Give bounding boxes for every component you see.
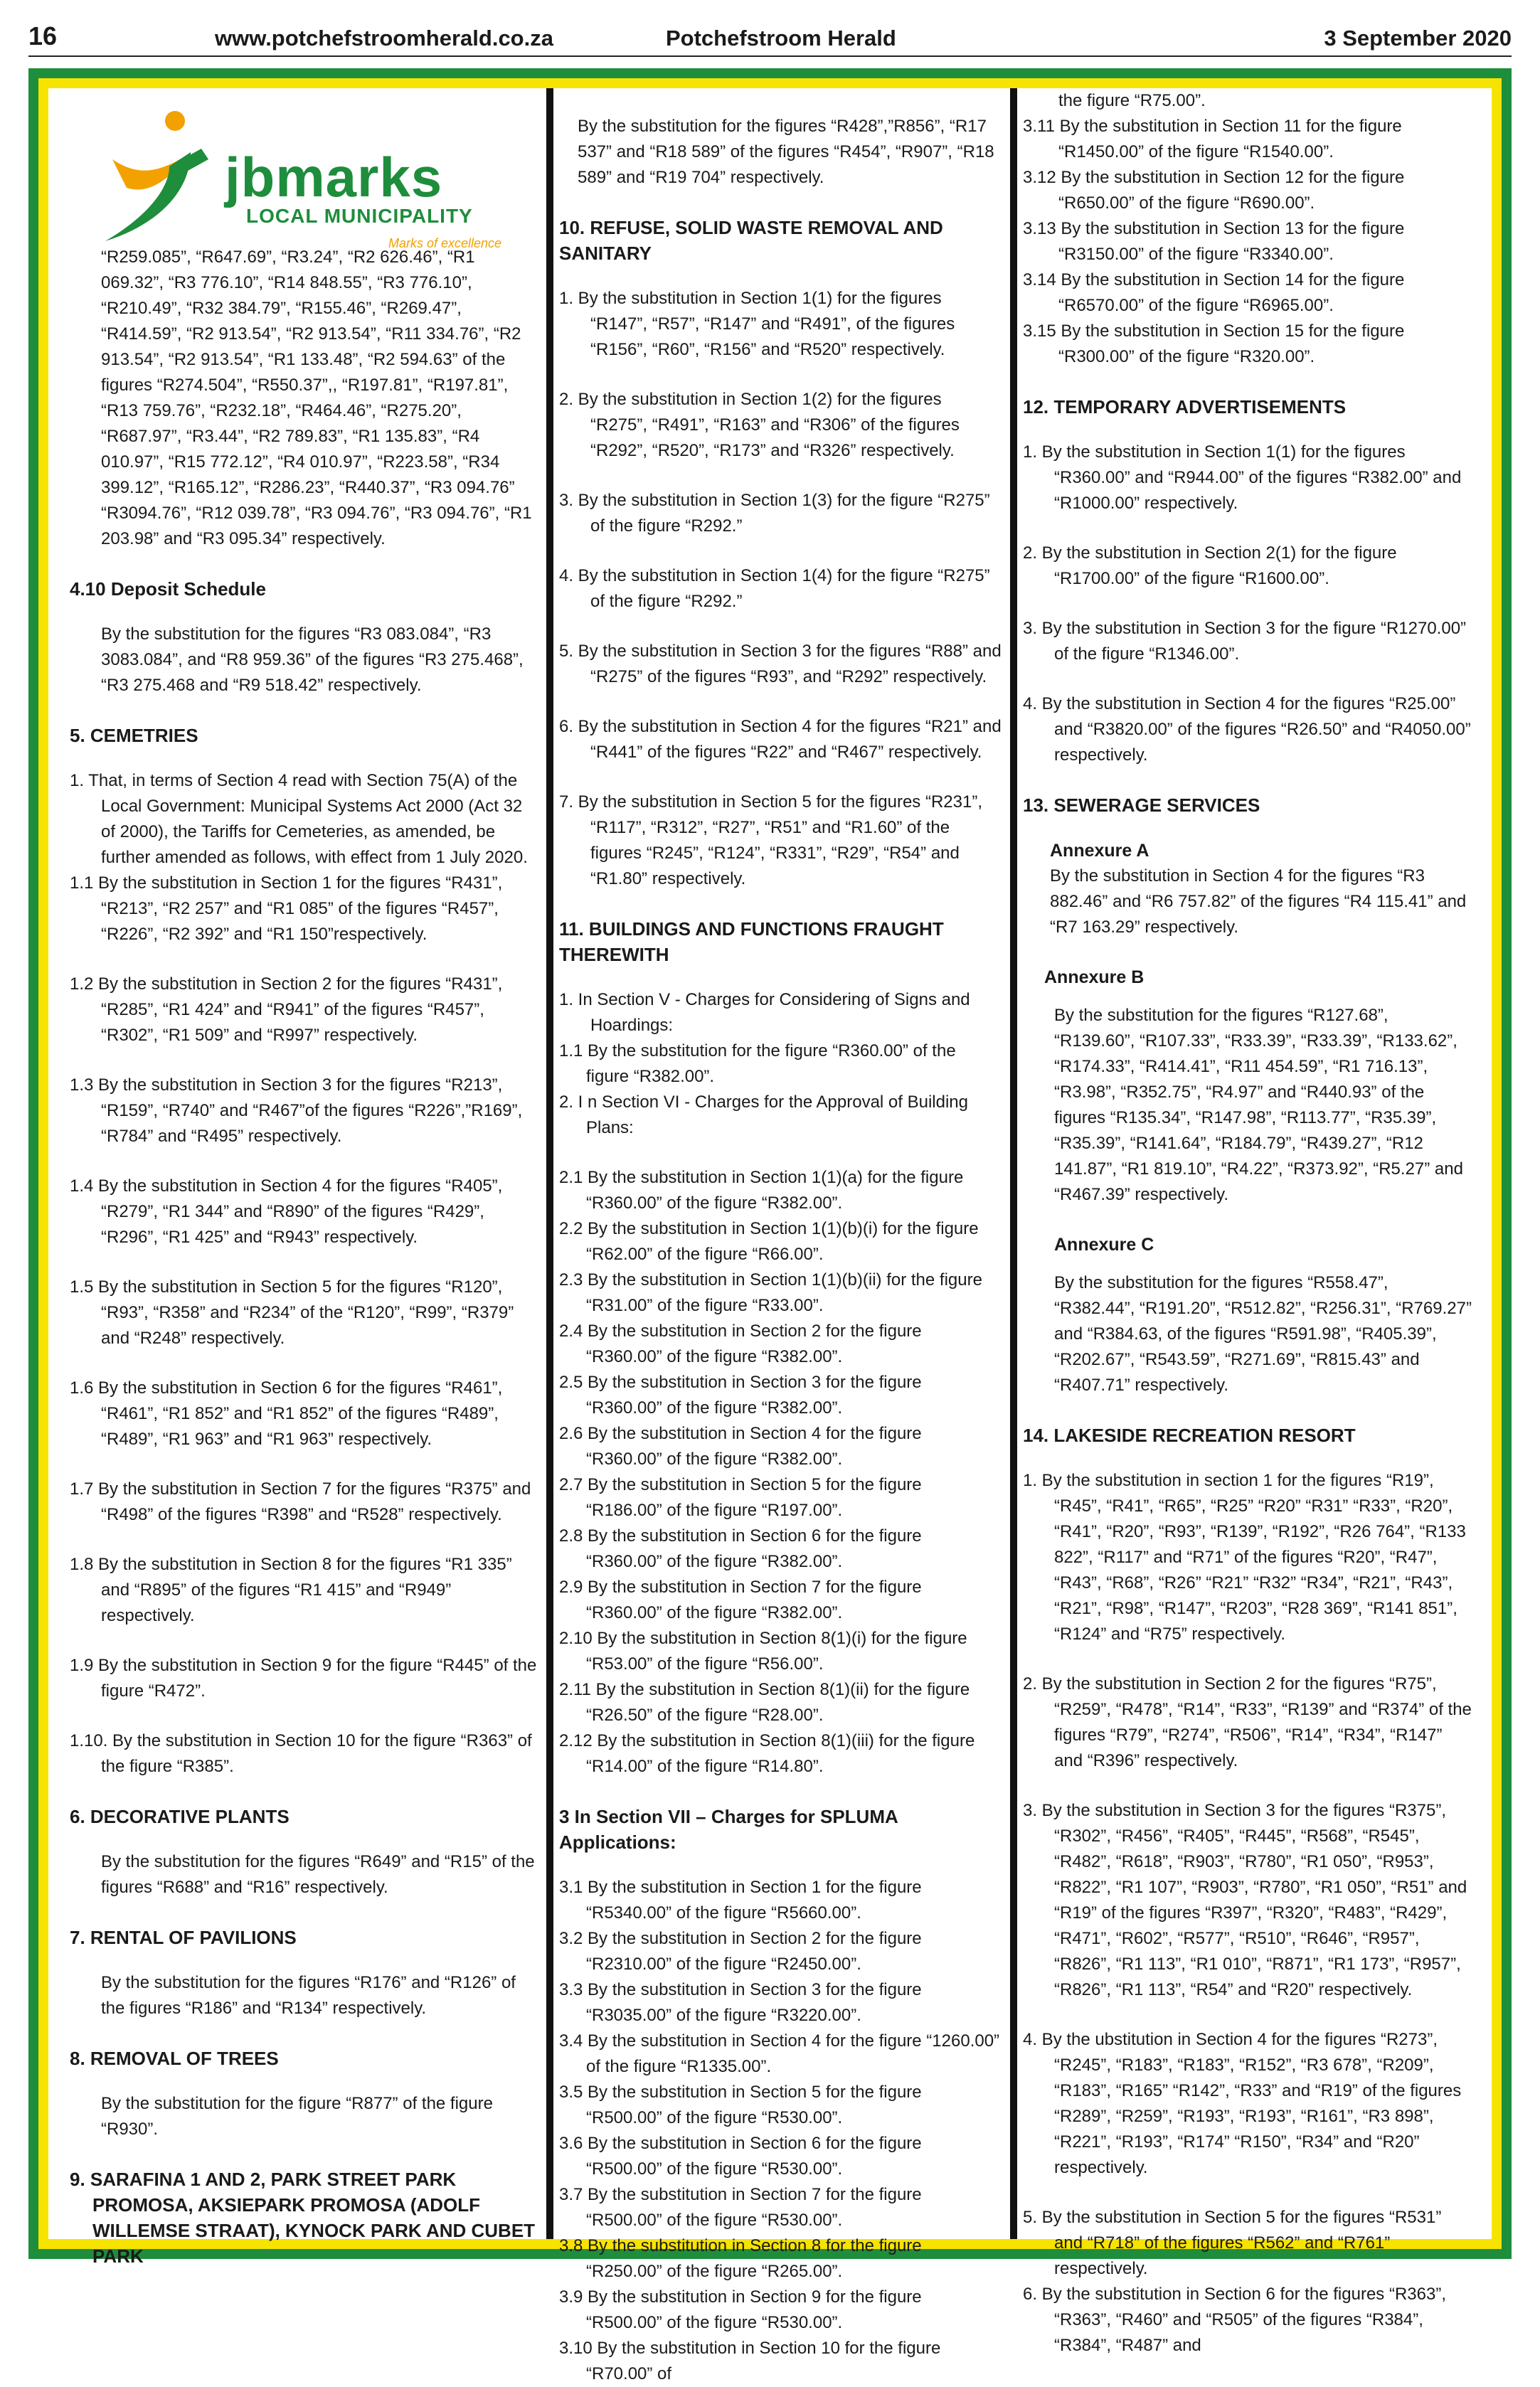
list-item: 3.8 By the substitution in Section 8 for the figure “R250.00” of the figure “R265.00”. (559, 2236, 922, 2281)
column-2 (559, 88, 1002, 2383)
list-item: 2.10 By the substitution in Section 8(1)(i) for the figure “R53.00” of the figure “R56.00”. (559, 1629, 967, 1674)
list-item: 2.3 By the substitution in Section 1(1)(b)(ii) for the figure “R31.00” of the figure “R33.00”. (559, 1270, 982, 1315)
logo-wordmark: jbmarks (225, 146, 443, 208)
list-item: 1.10. By the substitution in Section 10 for the figure “R363” of the figure “R385”. (70, 1731, 532, 1776)
list-item: 6. By the substitution in Section 4 for the figures “R21” and “R441” of the figures “R22” and “R467” respectively. (559, 717, 1002, 762)
list-item: 7. By the substitution in Section 5 for the figures “R231”, “R117”, “R312”, “R27”, “R51” and “R1.60” of the figures “R245”, “R124”, “R331”, “R29”, “R54” and “R1.80” respectively. (559, 792, 982, 888)
list-item: 2. I n Section VI - Charges for the Approval of Building Plans: (559, 1093, 968, 1137)
list-item: 1.3 By the substitution in Section 3 for the figures “R213”, “R159”, “R740” and “R467”of the figures “R226”,”R169”, “R784” and “R495” respectively. (70, 1075, 523, 1146)
column-divider (546, 88, 553, 2239)
paragraph: “R259.085”, “R647.69”, “R3.24”, “R2 626.46”, “R1 069.32”, “R3 776.10”, “R14 848.55”, “R3 776.10”, “R210.49”, “R32 384.79”, “R155.46”, “R269.47”, “R414.59”, “R2 913.54”, “R2 913.54”, “R11 334.76”, “R2 913.54”, “R2 913.54”, “R1 133.48”, “R2 594.63” of the figures “R274.504”, “R550.37”,, “R197.81”, “R197.81”, “R13 759.76”, “R232.18”, “R464.46”, “R275.20”, “R687.97”, “R3.44”, “R2 789.83”, “R1 135.83”, “R4 010.97”, “R15 772.12”, “R4 010.97”, “R223.58”, “R34 399.12”, “R165.12”, “R286.23”, “R440.37”, “R3 094.76” “R3094.76”, “R12 039.78”, “R3 094.76”, “R3 094.76”, “R1 203.98” and “R3 095.34” respectively. (101, 248, 532, 548)
advert-frame (28, 68, 1512, 2383)
list-item: 2.9 By the substitution in Section 7 for the figure “R360.00” of the figure “R382.00”. (559, 1578, 922, 1622)
list-item: 5. By the substitution in Section 3 for the figures “R88” and “R275” of the figures “R93”, and “R292” respectively. (559, 642, 1002, 686)
section-heading: 4.10 Deposit Schedule (70, 578, 266, 600)
list-item: 2.11 By the substitution in Section 8(1)(ii) for the figure “R26.50” of the figure “R28.00”. (559, 1680, 970, 1725)
list-item: 3. By the substitution in Section 3 for the figure “R1270.00” of the figure “R1346.00”. (1023, 619, 1467, 664)
section-heading: 12. TEMPORARY ADVERTISEMENTS (1023, 396, 1347, 418)
list-item: 3.3 By the substitution in Section 3 for the figure “R3035.00” of the figure “R3220.00”. (559, 1980, 922, 2025)
list-item: 3.12 By the substitution in Section 12 for the figure “R650.00” of the figure “R690.00”. (1023, 168, 1405, 213)
paragraph: By the substitution for the figures “R428”,”R856”, “R17 537” and “R18 589” of the figures “R454”, “R907”, “R18 589” and “R19 704” respectively. (578, 117, 994, 187)
paragraph: By the substitution for the figures “R649” and “R15” of the figures “R688” and “R16” respectively. (101, 1852, 535, 1897)
list-item: the figure “R75.00”. (1058, 91, 1206, 110)
list-item: 2.4 By the substitution in Section 2 for the figure “R360.00” of the figure “R382.00”. (559, 1322, 922, 1366)
runner-logo-icon (84, 110, 226, 245)
list-item: 3.9 By the substitution in Section 9 for the figure “R500.00” of the figure “R530.00”. (559, 2287, 922, 2332)
list-item: 3.13 By the substitution in Section 13 for the figure “R3150.00” of the figure “R3340.00”. (1023, 219, 1405, 264)
logo-tagline: Marks of excellence (388, 236, 502, 250)
list-item: 3.15 By the substitution in Section 15 for the figure “R300.00” of the figure “R320.00”. (1023, 321, 1405, 366)
list-item: 2.7 By the substitution in Section 5 for the figure “R186.00” of the figure “R197.00”. (559, 1475, 922, 1520)
annexure-heading: Annexure B (1044, 967, 1145, 987)
list-item: 1. By the substitution in Section 1(1) for the figures “R360.00” and “R944.00” of the figures “R382.00” and “R1000.00” respectively. (1023, 442, 1462, 513)
list-item: 2. By the substitution in Section 2 for the figures “R75”, “R259”, “R478”, “R14”, “R33”, “R139” and “R374” of the figures “R79”, “R274”, “R506”, “R14”, “R34”, “R147” and “R396” respectively. (1023, 1674, 1472, 1770)
list-item: 1. In Section V - Charges for Considering of Signs and Hoardings: (559, 990, 970, 1035)
column-3 (1023, 88, 1472, 2355)
list-item: 3. By the substitution in Section 3 for the figures “R375”, “R302”, “R456”, “R405”, “R445”, “R568”, “R545”, “R482”, “R618”, “R903”, “R780”, “R1 050”, “R953”, “R822”, “R1 107”, “R903”, “R780”, “R1 050”, “R51” and “R19” of the figures “R397”, “R320”, “R483”, “R429”, “R471”, “R602”, “R577”, “R510”, “R646”, “R957”, “R826”, “R1 113”, “R1 010”, “R871”, “R1 173”, “R957”, “R826”, “R1 113”, “R54” and “R20” respectively. (1023, 1801, 1467, 1999)
column-divider (1010, 88, 1017, 2239)
list-item: 1.9 By the substitution in Section 9 for the figure “R445” of the figure “R472”. (70, 1656, 537, 1701)
list-item: 2.1 By the substitution in Section 1(1)(a) for the figure “R360.00” of the figure “R382.00”. (559, 1168, 964, 1213)
list-item: 1.8 By the substitution in Section 8 for the figures “R1 335” and “R895” of the figures “R1 415” and “R949” respectively. (70, 1555, 512, 1625)
list-item: 6. By the substitution in Section 6 for the figures “R363”, “R363”, “R460” and “R505” of the figures “R384”, “R384”, “R487” and (1023, 2285, 1446, 2355)
list-item: 2. By the substitution in Section 1(2) for the figures “R275”, “R491”, “R163” and “R306” of the figures “R292”, “R520”, “R173” and “R326” respectively. (559, 390, 960, 460)
column-1 (70, 88, 539, 2267)
section-heading: 14. LAKESIDE RECREATION RESORT (1023, 1425, 1356, 1446)
paragraph: By the substitution for the figures “R558.47”, “R382.44”, “R191.20”, “R512.82”, “R256.31”, “R769.27” and “R384.63, of the figures “R591.98”, “R405.39”, “R202.67”, “R543.59”, “R271.69”, “R815.43” and “R407.71” respectively. (1054, 1273, 1472, 1395)
paragraph: By the substitution in Section 4 for the figures “R3 882.46” and “R6 757.82” of the figures “R4 115.41” and “R7 163.29” respectively. (1050, 866, 1467, 937)
list-item: 1. By the substitution in Section 1(1) for the figures “R147”, “R57”, “R147” and “R491”, of the figures “R156”, “R60”, “R156” and “R520” respectively. (559, 289, 955, 359)
paragraph: By the substitution for the figures “R176” and “R126” of the figures “R186” and “R134” respectively. (101, 1973, 516, 2018)
list-item: 2.2 By the substitution in Section 1(1)(b)(i) for the figure “R62.00” of the figure “R66.00”. (559, 1219, 979, 1264)
list-item: 2. By the substitution in Section 2(1) for the figure “R1700.00” of the figure “R1600.00”. (1023, 543, 1397, 588)
municipality-logo (70, 110, 539, 250)
list-item: 4. By the substitution in Section 4 for the figures “R25.00” and “R3820.00” of the figures “R26.50” and “R4050.00” respectively. (1023, 694, 1471, 765)
list-item: 3.5 By the substitution in Section 5 for the figure “R500.00” of the figure “R530.00”. (559, 2083, 922, 2127)
list-item: 1.2 By the substitution in Section 2 for the figures “R431”, “R285”, “R1 424” and “R941” of the figures “R457”, “R302”, “R1 509” and “R997” respectively. (70, 974, 503, 1045)
website-url[interactable]: www.potchefstroomherald.co.za (215, 26, 553, 50)
section-heading: 11. BUILDINGS AND FUNCTIONS FRAUGHT THEREWITH (559, 918, 944, 965)
notice-body (48, 88, 1492, 2383)
list-item: 3.4 By the substitution in Section 4 for the figure “1260.00” of the figure “R1335.00”. (559, 2031, 1000, 2076)
section-heading: 6. DECORATIVE PLANTS (70, 1806, 290, 1827)
list-item: 1.4 By the substitution in Section 4 for the figures “R405”, “R279”, “R1 344” and “R890” of the figures “R429”, “R296”, “R1 425” and “R943” respectively. (70, 1176, 503, 1247)
section-heading: 5. CEMETRIES (70, 725, 198, 746)
section-heading: 7. RENTAL OF PAVILIONS (70, 1927, 297, 1948)
list-item: 1.1 By the substitution in Section 1 for the figures “R431”, “R213”, “R2 257” and “R1 085” of the figures “R457”, “R226”, “R2 392” and “R1 150”respectively. (70, 873, 503, 944)
list-item: 2.5 By the substitution in Section 3 for the figure “R360.00” of the figure “R382.00”. (559, 1373, 922, 1418)
list-item: 3.6 By the substitution in Section 6 for the figure “R500.00” of the figure “R530.00”. (559, 2134, 922, 2179)
list-item: 2.6 By the substitution in Section 4 for the figure “R360.00” of the figure “R382.00”. (559, 1424, 922, 1469)
section-heading: 10. REFUSE, SOLID WASTE REMOVAL AND SANITARY (559, 217, 943, 264)
list-item: 3.2 By the substitution in Section 2 for the figure “R2310.00” of the figure “R2450.00”. (559, 1929, 922, 1974)
list-item: 3. By the substitution in Section 1(3) for the figure “R275” of the figure “R292.” (559, 491, 990, 536)
list-item: 3.1 By the substitution in Section 1 for the figure “R5340.00” of the figure “R5660.00”. (559, 1878, 922, 1923)
list-item: 3.7 By the substitution in Section 7 for the figure “R500.00” of the figure “R530.00”. (559, 2185, 922, 2230)
list-item: 2.12 By the substitution in Section 8(1)(iii) for the figure “R14.00” of the figure “R14.80”. (559, 1731, 975, 1776)
paragraph: By the substitution for the figures “R127.68”, “R139.60”, “R107.33”, “R33.39”, “R33.39”, “R133.62”, “R174.33”, “R414.41”, “R11 454.59”, “R1 716.13”, “R3.98”, “R352.75”, “R4.97” and “R440.93” of the figures “R135.34”, “R147.98”, “R113.77”, “R35.39”, “R35.39”, “R141.64”, “R184.79”, “R439.27”, “R12 141.87”, “R1 819.10”, “R4.22”, “R373.92”, “R5.27” and “R467.39” respectively. (1054, 1006, 1463, 1204)
section-heading: 8. REMOVAL OF TREES (70, 2048, 279, 2069)
list-item: 1. By the substitution in section 1 for the figures “R19”, “R45”, “R41”, “R65”, “R25” “R20” “R31” “R33”, “R20”, “R41”, “R20”, “R93”, “R139”, “R192”, “R26 764”, “R133 822”, “R117” and “R71” of the figures “R20”, “R47”, “R43”, “R68”, “R26” “R21” “R32” “R34”, “R21”, “R43”, “R21”, “R98”, “R147”, “R203”, “R28 369”, “R141 851”, “R124” and “R75” respectively. (1023, 1471, 1466, 1644)
issue-date: 3 September 2020 (1324, 26, 1512, 50)
list-item: 3.14 By the substitution in Section 14 for the figure “R6570.00” of the figure “R6965.00”. (1023, 270, 1405, 315)
advert-border (38, 78, 1502, 2383)
logo-subtitle: LOCAL MUNICIPALITY (246, 205, 473, 227)
paragraph: By the substitution for the figures “R3 083.084”, “R3 3083.084”, and “R8 959.36” of the figures “R3 275.468”, “R3 275.468 and “R9 518.42” respectively. (101, 624, 524, 695)
section-heading: 3 In Section VII – Charges for SPLUMA Applications: (559, 1806, 898, 1853)
annexure-heading: Annexure C (1054, 1235, 1154, 1255)
section-heading: 13. SEWERAGE SERVICES (1023, 794, 1260, 816)
list-item: 3.10 By the substitution in Section 10 for the figure “R70.00” of (559, 2339, 941, 2383)
list-item: 1. That, in terms of Section 4 read with Section 75(A) of the Local Government: Municipal Systems Act 2000 (Act 32 of 2000), the Tariffs for Cemeteries, as amended, be further amended as follows, with effect from 1 July 2020. (70, 771, 528, 867)
paragraph: By the substitution for the figure “R877” of the figure “R930”. (101, 2094, 493, 2139)
list-item: 3.11 By the substitution in Section 11 for the figure “R1450.00” of the figure “R1540.00”. (1023, 117, 1402, 161)
list-item: 5. By the substitution in Section 5 for the figures “R531” and “R718” of the figures “R562” and “R761” respectively. (1023, 2208, 1442, 2278)
list-item: 4. By the substitution in Section 1(4) for the figure “R275” of the figure “R292.” (559, 566, 990, 611)
list-item: 1.1 By the substitution for the figure “R360.00” of the figure “R382.00”. (559, 1041, 956, 1086)
page-number: 16 (28, 21, 58, 50)
masthead (28, 18, 1512, 57)
list-item: 1.6 By the substitution in Section 6 for the figures “R461”, “R461”, “R1 852” and “R1 852” of the figures “R489”, “R489”, “R1 963” and “R1 963” respectively. (70, 1378, 503, 1449)
list-item: 2.8 By the substitution in Section 6 for the figure “R360.00” of the figure “R382.00”. (559, 1526, 922, 1571)
list-item: 1.5 By the substitution in Section 5 for the figures “R120”, “R93”, “R358” and “R234” of the “R120”, “R99”, “R379” and “R248” respectively. (70, 1277, 514, 1348)
publication-name: Potchefstroom Herald (666, 26, 896, 50)
section-heading: 9. SARAFINA 1 AND 2, PARK STREET PARK PROMOSA, AKSIEPARK PROMOSA (ADOLF WILLEMSE STRAAT), KYNOCK PARK AND CUBET PARK (70, 2169, 536, 2267)
list-item: 1.7 By the substitution in Section 7 for the figures “R375” and “R498” of the figures “R398” and “R528” respectively. (70, 1479, 531, 1524)
list-item: 4. By the ubstitution in Section 4 for the figures “R273”, “R245”, “R183”, “R183”, “R152”, “R3 678”, “R209”, “R183”, “R165” “R142”, “R33” and “R19” of the figures “R289”, “R259”, “R193”, “R193”, “R161”, “R3 898”, “R221”, “R193”, “R174” “R150”, “R34” and “R20” respectively. (1023, 2030, 1462, 2177)
annexure-heading: Annexure A (1050, 841, 1149, 861)
